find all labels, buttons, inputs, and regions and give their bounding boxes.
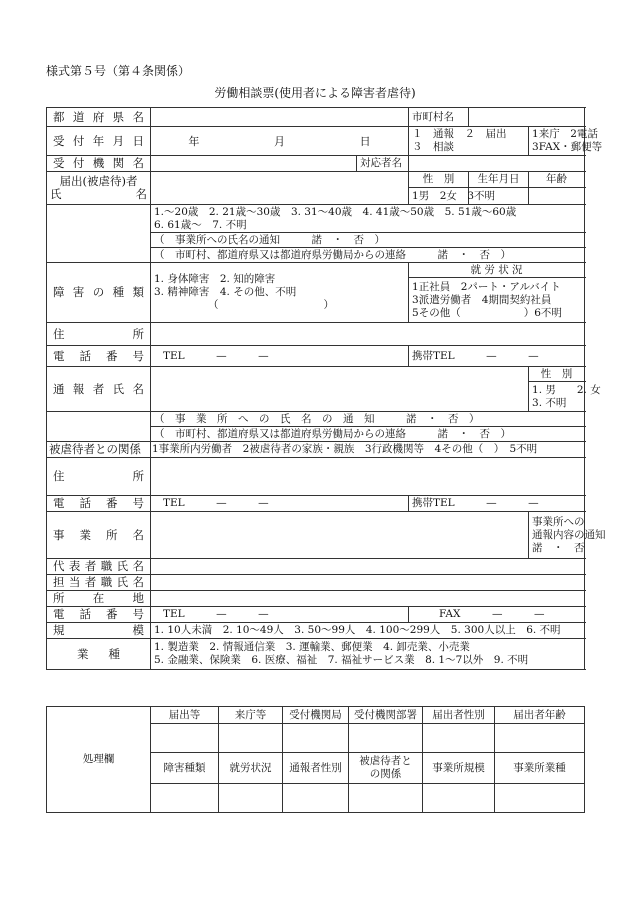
person-in-charge-field[interactable] [151,575,585,591]
disability-type-options[interactable]: 1. 身体障害 2. 知的障害 3. 精神障害 4. その他、不明 （ ） [151,263,409,323]
proc-cell[interactable] [283,724,349,753]
scale-options[interactable]: 1. 10人未満 2. 10～49人 3. 50～99人 4. 100～299人 5. 300人以上 6. 不明 [151,623,585,639]
authority-contact-consent[interactable]: （ 市町村、都道府県又は都道府県労働局からの連絡 諾 ・ 否 ） [151,248,585,263]
location-label: 所在地 [47,591,151,607]
proc-cell[interactable] [349,784,423,813]
disability-type-label: 障害の種類 [47,263,151,323]
workplace-tel-field[interactable]: TEL — — [151,607,409,623]
proc-header-reporter-age: 届出者年齢 [495,707,585,724]
reporter-gender-options[interactable]: 1. 男 2. 女 3. 不明 [529,382,585,412]
victim-tel-field[interactable]: TEL — — [151,346,409,367]
proc-header-report-type: 届出等 [151,707,219,724]
proc-header-workplace-scale: 事業所規模 [423,753,495,784]
proc-header-reporter-gender2: 通報者性別 [283,753,349,784]
victim-phone-label: 電話番号 [47,346,151,367]
municipality-label: 市町村名 [409,108,469,127]
reporter-address-field[interactable] [151,458,585,496]
workplace-name-label: 事業所名 [47,512,151,559]
prefecture-label: 都道府県名 [47,108,151,127]
industry-options[interactable]: 1. 製造業 2. 情報通信業 3. 運輸業、郵便業 4. 卸売業、小売業 5. 金融業、保険業 6. 医療、福祉 7. 福祉サービス業 8. 1～7以外 9. 不明 [151,639,585,670]
workplace-name-field[interactable] [151,512,529,559]
proc-cell[interactable] [349,724,423,753]
contact-method-options[interactable]: 1来庁 2電話 3FAX・郵便等 [529,127,585,156]
relationship-label: 被虐待者との関係 [47,442,151,458]
proc-header-reporter-gender: 届出者性別 [423,707,495,724]
workplace-notice-consent-box[interactable]: 事業所への 通報内容の通知 諾 ・ 否 [529,512,585,559]
municipality-field[interactable] [469,108,585,127]
person-in-charge-label: 担当者職氏名 [47,575,151,591]
proc-cell[interactable] [495,724,585,753]
handler-label: 対応者名 [357,156,409,172]
representative-label: 代表者職氏名 [47,559,151,575]
age-label: 年齢 [529,172,585,188]
reporter-tel-field[interactable]: TEL — — [151,496,409,512]
proc-cell[interactable] [423,784,495,813]
receiving-agency-label: 受付機関名 [47,156,151,172]
scale-label: 規模 [47,623,151,639]
victim-address-label: 住 所 [47,323,151,346]
proc-cell[interactable] [151,724,219,753]
employment-status-label: 就 労 状 況 [409,263,585,278]
report-type-options[interactable]: １ 通報 ２ 届出 ３ 相談 [409,127,529,156]
gender-options[interactable]: 1男 2女 3不明 [409,188,469,205]
handler-field[interactable] [409,156,585,172]
workplace-fax-field[interactable]: FAX — — [409,607,585,623]
proc-cell[interactable] [219,784,283,813]
age-field[interactable] [529,188,585,205]
proc-cell[interactable] [151,784,219,813]
victim-name-label: 届出(被虐待)者 氏 名 [47,172,151,205]
reporter-name-label: 通報者氏名 [47,367,151,412]
reporter-mobile-field[interactable]: 携帯TEL — — [409,496,585,512]
form-number: 様式第５号（第４条関係） [46,64,191,78]
reporter-address-label: 住 所 [47,458,151,496]
proc-header-employment: 就労状況 [219,753,283,784]
receiving-agency-field[interactable] [151,156,357,172]
reception-date-label: 受付年月日 [47,127,151,156]
age-range-options[interactable]: 1.～20歳 2. 21歳～30歳 3. 31～40歳 4. 41歳～50歳 5. 51歳～60歳 6. 61歳～ 7. 不明 [151,205,585,233]
month-unit: 月 [274,134,285,148]
proc-header-disability: 障害種類 [151,753,219,784]
victim-extra-label [47,205,151,263]
proc-cell[interactable] [423,724,495,753]
workplace-notice-consent[interactable]: （ 事業所への氏名の通知 諾 ・ 否 ） [151,233,585,248]
employment-status-options[interactable]: 1正社員 2パート・アルバイト 3派遣労働者 4期間契約社員 5その他（ ）6不明 [409,278,585,323]
reception-date-field[interactable] [151,127,409,156]
relationship-options[interactable]: 1事業所内労働者 2被虐待者の家族・親族 3行政機関等 4その他（ ） 5不明 [151,442,585,458]
reporter-name-field[interactable] [151,367,529,412]
reporter-authority-consent[interactable]: （ 市町村、都道府県又は都道府県労働局からの連絡 諾 ・ 否 ） [151,427,585,442]
workplace-phone-label: 電話番号 [47,607,151,623]
page-title: 労働相談票(使用者による障害者虐待) [214,86,416,100]
proc-cell[interactable] [283,784,349,813]
reporter-gender-label: 性 別 [529,367,585,382]
proc-header-relationship: 被虐待者との関係 [349,753,423,784]
day-unit: 日 [359,134,371,148]
gender-label: 性 別 [409,172,469,188]
victim-mobile-field[interactable]: 携帯TEL — — [409,346,585,367]
reporter-phone-label: 電話番号 [47,496,151,512]
processing-label: 処理欄 [47,707,151,813]
prefecture-field[interactable] [151,108,409,127]
reporter-workplace-consent[interactable]: （ 事 業 所 へ の 氏 名 の 通 知 諾 ・ 否 ） [151,412,585,427]
proc-cell[interactable] [495,784,585,813]
consultation-form-table [46,107,606,670]
proc-header-agency-bureau: 受付機関局 [283,707,349,724]
year-unit: 年 [188,134,200,148]
location-field[interactable] [151,591,585,607]
victim-address-field[interactable] [151,323,585,346]
victim-name-field[interactable] [151,172,409,205]
representative-field[interactable] [151,559,585,575]
reporter-extra-label [47,412,151,442]
proc-header-workplace-industry: 事業所業種 [495,753,585,784]
proc-cell[interactable] [219,724,283,753]
processing-table [46,706,585,813]
birthdate-label: 生年月日 [469,172,529,188]
proc-header-visit: 来庁等 [219,707,283,724]
proc-header-agency-dept: 受付機関部署 [349,707,423,724]
industry-label: 業種 [47,639,151,670]
